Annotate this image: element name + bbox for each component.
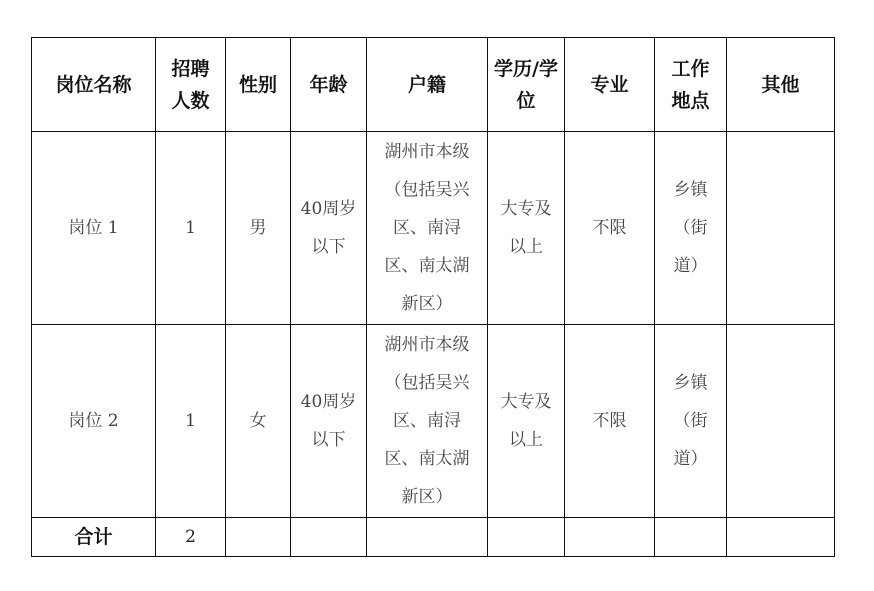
cell-work-location: 乡镇（街道） <box>655 132 727 325</box>
recruitment-table <box>31 37 835 557</box>
total-empty-cell <box>367 518 488 557</box>
table-row <box>32 325 835 518</box>
cell-position-name: 岗位 1 <box>32 132 156 325</box>
cell-hire-count: 1 <box>156 325 226 518</box>
header-age: 年龄 <box>291 38 367 132</box>
total-empty-cell <box>291 518 367 557</box>
table-row <box>32 132 835 325</box>
header-other: 其他 <box>727 38 835 132</box>
table-header-row <box>32 38 835 132</box>
cell-education: 大专及以上 <box>488 325 565 518</box>
header-major: 专业 <box>565 38 655 132</box>
cell-position-name: 岗位 2 <box>32 325 156 518</box>
total-empty-cell <box>727 518 835 557</box>
cell-age: 40周岁以下 <box>291 325 367 518</box>
total-empty-cell <box>565 518 655 557</box>
cell-major: 不限 <box>565 325 655 518</box>
total-empty-cell <box>655 518 727 557</box>
total-count: 2 <box>156 518 226 557</box>
cell-gender: 女 <box>226 325 291 518</box>
table-total-row <box>32 518 835 557</box>
cell-gender: 男 <box>226 132 291 325</box>
cell-age: 40周岁以下 <box>291 132 367 325</box>
cell-education: 大专及以上 <box>488 132 565 325</box>
cell-other <box>727 132 835 325</box>
cell-household: 湖州市本级（包括吴兴区、南浔区、南太湖新区） <box>367 132 488 325</box>
total-empty-cell <box>488 518 565 557</box>
cell-work-location: 乡镇（街道） <box>655 325 727 518</box>
header-hire-count: 招聘人数 <box>156 38 226 132</box>
header-gender: 性别 <box>226 38 291 132</box>
cell-other <box>727 325 835 518</box>
total-label: 合计 <box>32 518 156 557</box>
cell-hire-count: 1 <box>156 132 226 325</box>
total-empty-cell <box>226 518 291 557</box>
header-work-location: 工作地点 <box>655 38 727 132</box>
header-position-name: 岗位名称 <box>32 38 156 132</box>
cell-household: 湖州市本级（包括吴兴区、南浔区、南太湖新区） <box>367 325 488 518</box>
header-education: 学历/学位 <box>488 38 565 132</box>
header-household: 户籍 <box>367 38 488 132</box>
cell-major: 不限 <box>565 132 655 325</box>
